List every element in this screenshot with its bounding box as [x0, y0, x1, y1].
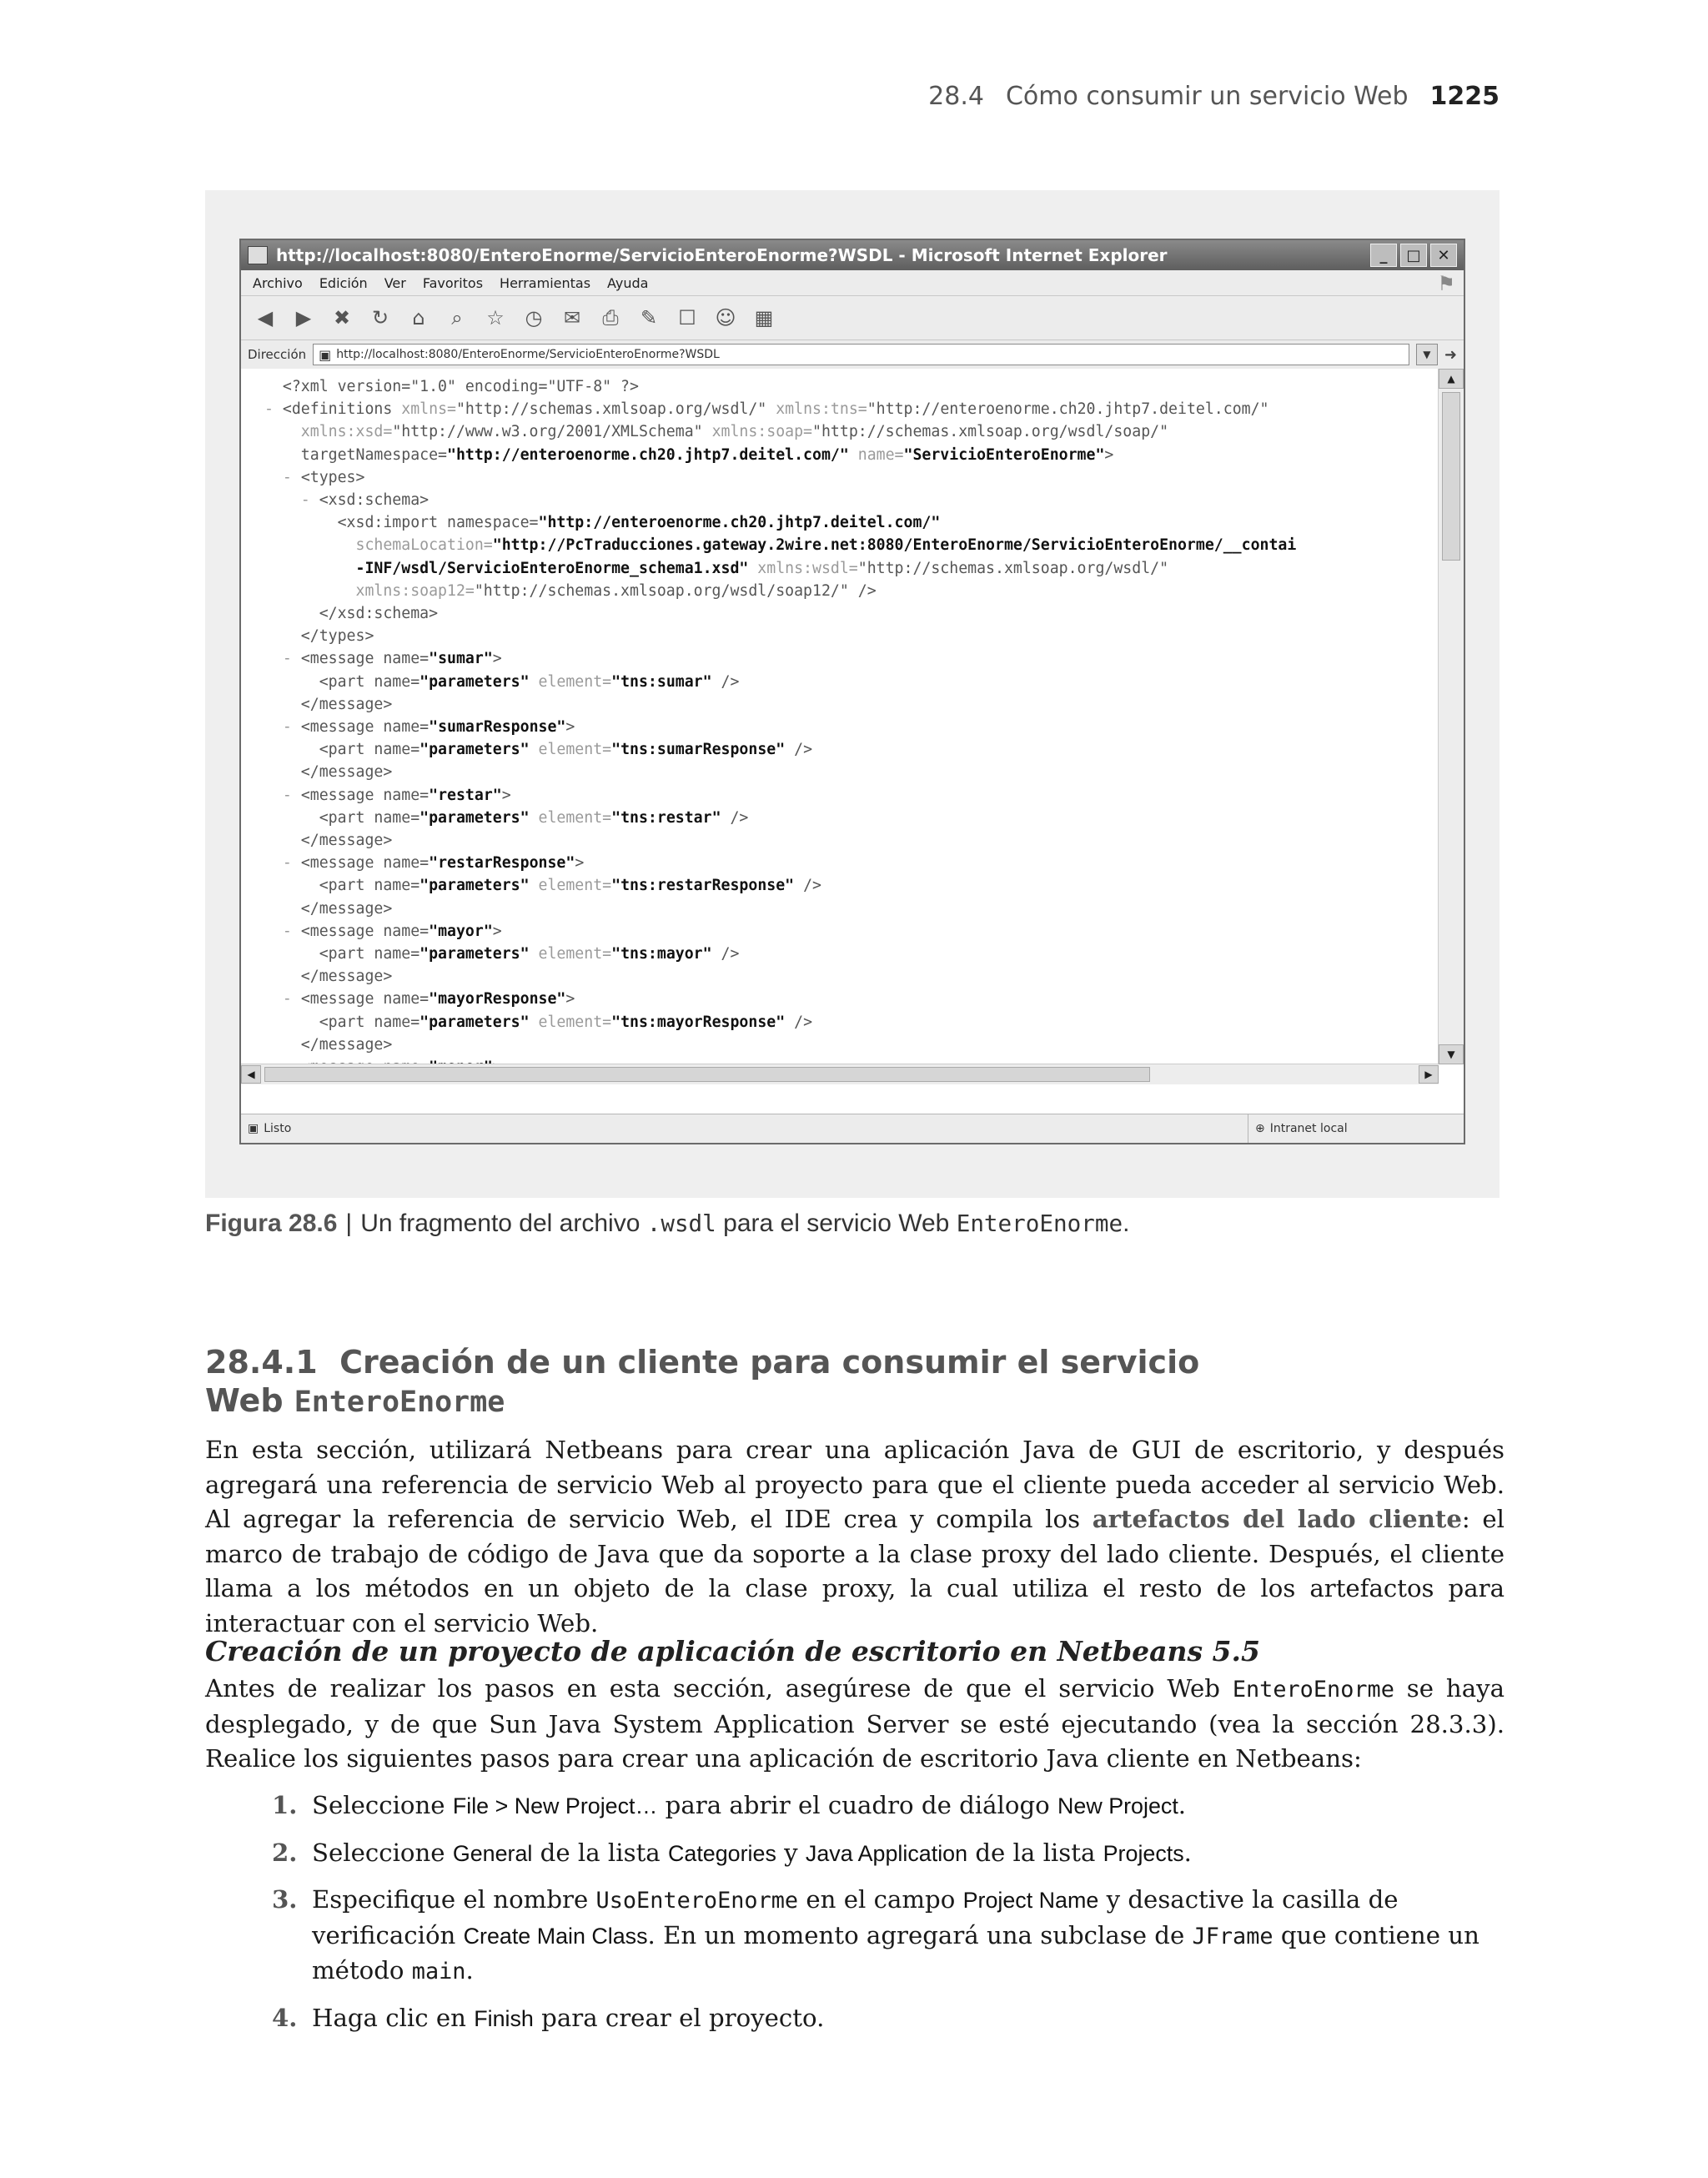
xml-line — [264, 1034, 1434, 1056]
step-text: Seleccione — [312, 1791, 453, 1819]
code-term: UsoEnteroEnorme — [595, 1888, 799, 1914]
ui-term: New Project — [1057, 1793, 1178, 1818]
step-text: de la lista — [967, 1838, 1103, 1867]
vertical-scroll-thumb[interactable] — [1442, 392, 1460, 561]
code-term: main — [411, 1959, 466, 1984]
horizontal-scrollbar[interactable] — [241, 1064, 1439, 1084]
xml-line — [264, 647, 1434, 670]
scroll-right-icon[interactable]: ▶ — [1419, 1065, 1439, 1084]
step-item — [264, 1836, 1506, 1872]
xml-token: <part name= — [264, 808, 420, 827]
menu-ayuda[interactable]: Ayuda — [607, 274, 649, 291]
xml-token: "parameters" — [419, 945, 530, 963]
ui-term: Projects — [1103, 1840, 1184, 1866]
xml-line — [264, 693, 1434, 716]
step-text: que contiene un método — [312, 1920, 1479, 1984]
menu-edicion[interactable]: Edición — [319, 274, 368, 291]
window-controls — [1370, 244, 1457, 267]
xml-token: <message name= — [300, 786, 430, 804]
step-text: Seleccione — [312, 1838, 453, 1867]
xml-line — [264, 602, 1434, 625]
xml-token: <part name= — [264, 1013, 420, 1031]
xml-line — [264, 738, 1434, 761]
status-left — [241, 1122, 1248, 1135]
step-text: Haga clic en — [312, 2003, 475, 2032]
xml-token: "sumarResponse" — [429, 718, 566, 737]
xml-token: "http://www.w3.org/2001/XMLSchema" — [392, 423, 712, 441]
address-label: Dirección — [248, 347, 307, 362]
ui-term: Project Name — [962, 1888, 1099, 1913]
discuss-icon[interactable]: ☐ — [678, 306, 696, 329]
xml-token: - — [264, 786, 301, 804]
horizontal-scroll-thumb[interactable] — [264, 1067, 1150, 1082]
xml-token: element= — [529, 672, 612, 691]
xml-token: "http://schemas.xmlsoap.org/wsdl/soap12/" /> — [474, 581, 877, 600]
step-item — [264, 2001, 1506, 2037]
xml-line — [264, 398, 1434, 420]
xml-line — [264, 761, 1434, 783]
step-text: . En un momento agregará una subclase de — [647, 1920, 1193, 1949]
xml-token: element= — [529, 741, 612, 759]
paragraph-setup-text-b: se haya desplegado, y de que Sun Java System Application Server se esté ejecutando (vea la sección 28.3.3). Realice los siguientes pasos para crear una aplicación de escritorio Java cliente en Netbeans: — [205, 1674, 1505, 1773]
xml-token: <xsd:schema> — [319, 491, 430, 510]
xml-token: <message name= — [300, 718, 430, 737]
xml-token: - — [264, 400, 283, 419]
xml-token: "restar" — [429, 786, 502, 804]
xml-token: /> — [721, 808, 749, 827]
xml-token: <?xml version="1.0" encoding="UTF-8" ?> — [282, 378, 639, 395]
xml-line — [264, 874, 1434, 897]
mail-icon[interactable]: ✉ — [563, 306, 581, 329]
paragraph-intro-text-b: : el marco de trabajo de código de Java que da soporte a la clase proxy del lado cliente. Después, el cliente llama a los métodos en un objeto de la clase proxy, la cual utiliza el resto de los artefactos para interactuar con el servicio Web. — [205, 1505, 1505, 1637]
section-heading — [205, 1343, 1506, 1421]
xml-token: "http://schemas.xmlsoap.org/wsdl/soap/" — [812, 423, 1169, 441]
xml-line — [264, 444, 1434, 466]
messenger-icon[interactable]: ☺ — [715, 306, 736, 329]
stop-icon[interactable]: ✖ — [333, 306, 351, 329]
xml-token: "parameters" — [419, 1013, 530, 1031]
xml-token: <message name= — [300, 990, 430, 1009]
xml-token: - — [264, 990, 301, 1009]
xml-token: </message> — [264, 763, 393, 782]
xml-line — [264, 965, 1434, 988]
key-term: artefactos del lado cliente — [1092, 1505, 1462, 1533]
xml-line — [264, 988, 1434, 1010]
xml-token — [264, 378, 283, 395]
toolbar — [241, 296, 1464, 340]
xml-token: > — [1104, 445, 1114, 464]
window-title: http://localhost:8080/EnteroEnorme/ServicioEnteroEnorme?WSDL - Microsoft Internet Explorer — [276, 245, 1168, 265]
xml-token: name= — [848, 445, 904, 464]
address-bar — [241, 340, 1464, 370]
xml-line — [264, 557, 1434, 580]
xml-token: /> — [785, 1013, 813, 1031]
xml-token: - — [264, 922, 301, 940]
xml-token: "tns:restarResponse" — [611, 877, 795, 895]
xml-token: <xsd:import namespace= — [264, 514, 539, 532]
xml-token: - — [264, 718, 301, 737]
paragraph-intro — [205, 1433, 1505, 1641]
address-text: http://localhost:8080/EnteroEnorme/ServicioEnteroEnorme?WSDL — [336, 348, 720, 361]
step-number: 1. — [272, 1791, 298, 1819]
header-section: 28.4 — [928, 82, 984, 111]
caption-text-1: Un fragmento del archivo — [360, 1210, 647, 1237]
xml-token: "http://schemas.xmlsoap.org/wsdl/" — [857, 559, 1169, 577]
address-input[interactable] — [313, 344, 1409, 365]
ui-term: Finish — [474, 2005, 534, 2031]
xml-token: > — [492, 922, 502, 940]
xml-line — [264, 807, 1434, 829]
xml-token: schemaLocation= — [264, 536, 493, 555]
step-text: para abrir el cuadro de diálogo — [657, 1791, 1057, 1819]
caption-code-2: EnteroEnorme — [956, 1210, 1123, 1237]
xml-line — [264, 625, 1434, 647]
xml-line — [264, 852, 1434, 874]
xml-line — [264, 511, 1434, 534]
xml-token: <message name= — [300, 650, 430, 668]
xml-token: "ServicioEnteroEnorme" — [903, 445, 1105, 464]
xml-token: > — [565, 990, 575, 1009]
refresh-icon[interactable]: ↻ — [371, 306, 389, 329]
code-term: JFrame — [1192, 1923, 1273, 1949]
wsdl-xml-view — [264, 375, 1434, 1064]
xml-token: "parameters" — [419, 672, 530, 691]
menu-ver[interactable]: Ver — [384, 274, 406, 291]
step-text: . — [1183, 1838, 1192, 1867]
research-icon[interactable]: ▦ — [754, 306, 774, 329]
xml-token: > — [565, 718, 575, 737]
paragraph-setup — [205, 1672, 1505, 1777]
step-number: 2. — [272, 1838, 298, 1867]
figure-caption — [205, 1210, 1129, 1238]
xml-token: "http://schemas.xmlsoap.org/wsdl/" — [455, 400, 776, 419]
xml-token: xmlns:wsdl= — [748, 559, 858, 577]
minimize-button[interactable]: _ — [1370, 244, 1397, 267]
xml-line — [264, 534, 1434, 556]
xml-token: </types> — [264, 627, 374, 646]
step-text: Especifique el nombre — [312, 1885, 596, 1914]
xml-line — [264, 671, 1434, 693]
menu-archivo[interactable]: Archivo — [253, 274, 303, 291]
paragraph-setup-code: EnteroEnorme — [1232, 1677, 1394, 1703]
page-number: 1225 — [1429, 82, 1500, 111]
xml-token: "restarResponse" — [429, 854, 575, 873]
xml-token: "tns:sumarResponse" — [611, 741, 786, 759]
xml-token: element= — [529, 945, 612, 963]
xml-token: </message> — [264, 832, 393, 850]
step-text: para crear el proyecto. — [533, 2003, 825, 2032]
xml-token: element= — [529, 808, 612, 827]
xml-token: xmlns:soap12= — [264, 581, 475, 600]
step-text: de la lista — [532, 1838, 668, 1867]
xml-line — [264, 784, 1434, 807]
status-zone — [1248, 1114, 1464, 1143]
page-content — [241, 369, 1464, 1084]
xml-token: "http://enteroenorme.ch20.jhtp7.deitel.com/" — [867, 400, 1269, 419]
scroll-left-icon[interactable]: ◀ — [241, 1065, 261, 1084]
xml-token: > — [501, 786, 511, 804]
scroll-down-icon[interactable]: ▼ — [1439, 1044, 1464, 1064]
xml-token: element= — [529, 1013, 612, 1031]
caption-text-2: para el servicio Web — [716, 1210, 957, 1237]
xml-token: "sumar" — [429, 650, 493, 668]
xml-token: "parameters" — [419, 741, 530, 759]
xml-token: </message> — [264, 968, 393, 986]
edit-icon[interactable]: ✎ — [640, 306, 658, 329]
xml-token: > — [492, 650, 502, 668]
step-text: y desactive la casilla de verificación — [312, 1885, 1399, 1949]
menu-herramientas[interactable]: Herramientas — [500, 274, 591, 291]
caption-text-3: . — [1123, 1210, 1130, 1237]
xml-token: "mayor" — [429, 922, 493, 940]
step-number: 4. — [272, 2003, 298, 2032]
xml-line — [264, 1011, 1434, 1034]
ui-term: File > New Project… — [452, 1793, 658, 1818]
print-icon[interactable]: ⎙ — [602, 306, 619, 329]
xml-token: "parameters" — [419, 877, 530, 895]
status-text: Listo — [264, 1122, 292, 1135]
xml-token: <part name= — [264, 877, 420, 895]
address-dropdown-icon[interactable]: ▼ — [1416, 344, 1438, 365]
ui-term: Java Application — [805, 1840, 968, 1866]
step-item — [264, 1883, 1506, 1989]
xml-token: /> — [785, 741, 813, 759]
intranet-icon: ⊕ — [1255, 1122, 1265, 1135]
xml-token: </message> — [264, 899, 393, 918]
home-icon[interactable]: ⌂ — [412, 306, 425, 329]
xml-token: <part name= — [264, 672, 420, 691]
page-icon: ▣ — [319, 346, 332, 363]
windows-flag-icon: ⚑ — [1437, 272, 1455, 295]
xml-token: xmlns:tns= — [776, 400, 867, 419]
maximize-button[interactable]: □ — [1400, 244, 1427, 267]
browser-window — [239, 239, 1465, 1144]
search-icon[interactable]: ⌕ — [451, 306, 463, 329]
ie-app-icon — [248, 246, 268, 264]
ui-term: General — [452, 1840, 533, 1866]
step-number: 3. — [272, 1885, 298, 1914]
xml-token: "tns:mayorResponse" — [611, 1013, 786, 1031]
header-title: Cómo consumir un servicio Web — [1005, 82, 1409, 111]
xml-token: "http://enteroenorme.ch20.jhtp7.deitel.com/" — [447, 445, 849, 464]
done-page-icon: ▣ — [248, 1122, 259, 1135]
title-bar[interactable] — [241, 240, 1464, 270]
xml-token: /> — [794, 877, 821, 895]
section-title-code: EnteroEnorme — [294, 1386, 505, 1419]
caption-separator: | — [345, 1210, 353, 1237]
xml-token: "tns:mayor" — [611, 945, 712, 963]
xml-token: - — [264, 468, 301, 486]
figure-label: Figura 28.6 — [205, 1210, 338, 1237]
section-title-line1: Creación de un cliente para consumir el servicio — [339, 1344, 1200, 1381]
xml-token: <message name= — [300, 854, 430, 873]
paragraph-setup-text-a: Antes de realizar los pasos en esta sección, asegúrese de que el servicio Web — [205, 1674, 1233, 1703]
zone-text: Intranet local — [1269, 1122, 1348, 1135]
section-title-line2: Web — [205, 1382, 294, 1419]
xml-token: <definitions — [282, 400, 402, 419]
step-text: . — [465, 1956, 474, 1984]
xml-token: - — [264, 650, 301, 668]
xml-token: "tns:sumar" — [611, 672, 712, 691]
xml-token: xmlns= — [401, 400, 456, 419]
xml-token: - — [264, 491, 319, 510]
xml-line — [264, 466, 1434, 489]
status-bar — [241, 1114, 1464, 1143]
running-header — [928, 82, 1500, 111]
xml-line — [264, 943, 1434, 965]
go-icon[interactable]: ➜ — [1444, 345, 1457, 364]
xml-token: "tns:restar" — [611, 808, 721, 827]
subsection-heading: Creación de un proyecto de aplicación de escritorio en Netbeans 5.5 — [205, 1635, 1260, 1667]
xml-token: -INF/wsdl/ServicioEnteroEnorme_schema1.xsd" — [264, 559, 749, 577]
xml-token: targetNamespace= — [264, 445, 447, 464]
history-icon[interactable]: ◷ — [525, 306, 543, 329]
section-number: 28.4.1 — [205, 1344, 318, 1381]
xml-token: "mayorResponse" — [429, 990, 566, 1009]
close-button[interactable]: ✕ — [1430, 244, 1457, 267]
step-item — [264, 1788, 1506, 1824]
xml-token: > — [575, 854, 585, 873]
forward-icon[interactable]: ▶ — [295, 306, 312, 329]
xml-line — [264, 898, 1434, 920]
xml-token: "parameters" — [419, 808, 530, 827]
xml-token: <types> — [300, 468, 365, 486]
xml-line — [264, 716, 1434, 738]
xml-token: - — [264, 854, 301, 873]
vertical-scrollbar[interactable] — [1438, 369, 1464, 1064]
xml-token: </message> — [264, 1035, 393, 1054]
xml-token: </message> — [264, 695, 393, 713]
paragraph-intro-text-a: En esta sección, utilizará Netbeans para crear una aplicación Java de GUI de escritorio, y después agregará una referencia de servicio Web al proyecto para que el cliente pueda acceder al servicio Web. Al agregar la referencia de servicio Web, el IDE crea y compila los — [205, 1436, 1505, 1533]
xml-token: /> — [711, 945, 740, 963]
step-text: y — [776, 1838, 806, 1867]
xml-token: xmlns:soap= — [711, 423, 813, 441]
xml-line — [264, 375, 1434, 398]
scroll-up-icon[interactable]: ▲ — [1439, 369, 1464, 389]
xml-token: xmlns:xsd= — [264, 423, 393, 441]
ui-term: Categories — [667, 1840, 776, 1866]
xml-token: /> — [711, 672, 740, 691]
xml-line — [264, 489, 1434, 511]
xml-line — [264, 920, 1434, 943]
caption-code-1: .wsdl — [646, 1210, 716, 1237]
xml-token: </xsd:schema> — [264, 605, 439, 623]
favorites-icon[interactable]: ☆ — [486, 306, 505, 329]
xml-token: <part name= — [264, 945, 420, 963]
xml-token: "http://enteroenorme.ch20.jhtp7.deitel.com/" — [538, 514, 941, 532]
xml-token: <part name= — [264, 741, 420, 759]
steps-list — [264, 1788, 1506, 2048]
xml-line — [264, 829, 1434, 852]
xml-line — [264, 420, 1434, 443]
step-text: en el campo — [798, 1885, 963, 1914]
menu-bar — [241, 270, 1464, 296]
xml-token: "http://PcTraducciones.gateway.2wire.net:8080/EnteroEnorme/ServicioEnteroEnorme/__contai — [492, 536, 1297, 555]
step-text: . — [1178, 1791, 1187, 1819]
xml-line — [264, 580, 1434, 602]
xml-token: <message name= — [300, 922, 430, 940]
menu-favoritos[interactable]: Favoritos — [422, 274, 484, 291]
ui-term: Create Main Class — [463, 1923, 648, 1949]
xml-token: element= — [529, 877, 612, 895]
back-icon[interactable]: ◀ — [257, 306, 274, 329]
